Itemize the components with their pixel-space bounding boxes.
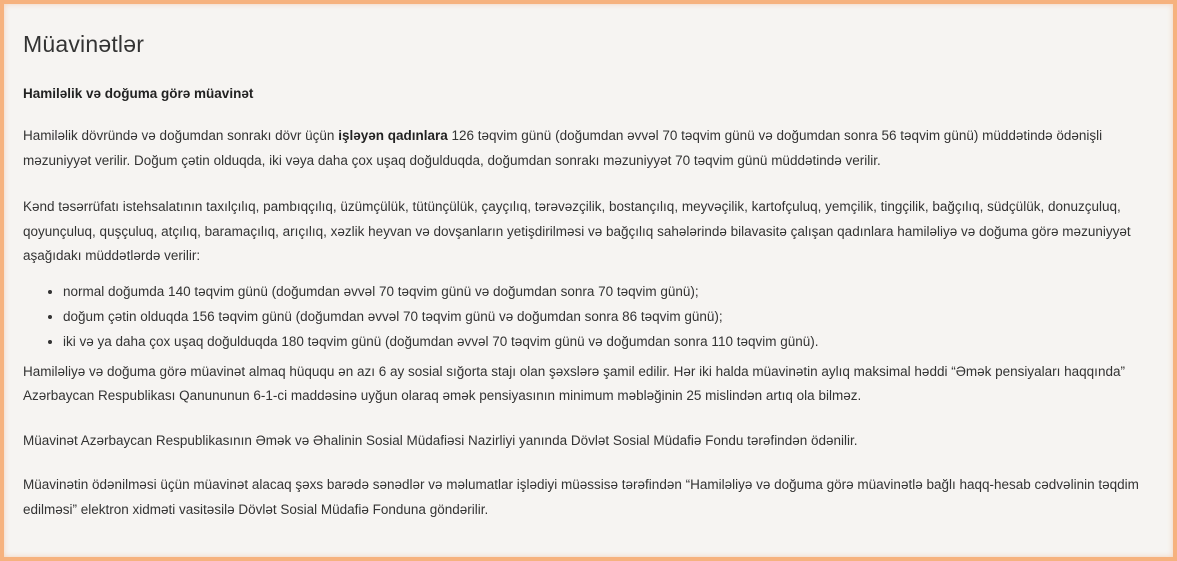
duration-list	[23, 279, 1163, 354]
list-item: • normal doğumda 140 təqvim günü (doğumdan əvvəl 70 təqvim günü və doğumdan sonra 70 təqvim günü);	[63, 279, 1163, 304]
paragraph-1	[23, 124, 1163, 173]
paragraph-2: Kənd təsərrüfatı istehsalatının taxılçılıq, pambıqçılıq, üzümçülük, tütünçülük, çayçılıq, tərəvəzçilik, bostançılıq, meyvəçilik, kartofçuluq, yemçilik, tingçilik, bağçılıq, südçülük, donuzçuluq, qoyunçuluq, quşçuluq, atçılıq, baramaçılıq, arıçılıq, xəzlik heyvan və dovşanların yetişdirilməsi və bağçılıq sahələrində bilavasitə çalışan qadınlara hamiləliyə və doğuma görə məzuniyyət aşağıdakı müddətlərdə verilir:	[23, 199, 1131, 263]
paragraph-1-start: Hamiləlik dövründə və doğumdan sonrakı dövr üçün	[23, 128, 339, 143]
list-item: • doğum çətin olduqda 156 təqvim günü (doğumdan əvvəl 70 təqvim günü və doğumdan sonra 86 təqvim günü);	[63, 304, 1163, 329]
page-title: Müavinətlər	[23, 31, 145, 57]
article	[23, 26, 1163, 522]
list-item: • iki və ya daha çox uşaq doğulduqda 180 təqvim günü (doğumdan əvvəl 70 təqvim günü və doğumdan sonra 110 təqvim günü).	[63, 329, 1163, 354]
paragraph-3: Hamiləliyə və doğuma görə müavinət almaq hüququ ən azı 6 ay sosial sığorta stajı olan şəxslərə şamil edilir. Hər iki halda müavinətin aylıq maksimal həddi “Əmək pensiyaları haqqında” Azərbaycan Respublikası Qanununun 6-1-ci maddəsinə uyğun olaraq əmək pensiyasının minimum məbləğinin 25 mislindən artıq ola bilməz.	[23, 363, 1125, 403]
paragraph-1-bold: işləyən qadınlara	[338, 128, 448, 143]
paragraph-5: Müavinətin ödənilməsi üçün müavinət alacaq şəxs barədə sənədlər və məlumatlar işlədiyi müəssisə tərəfindən “Hamiləliyə və doğuma görə müavinətlə bağlı haqq-hesab cədvəlinin təqdim edilməsi” elektron xidməti vasitəsilə Dövlət Sosial Müdafiə Fonduna göndərilir.	[23, 477, 1139, 517]
paragraph-1-end: 126 təqvim günü (doğumdan əvvəl 70 təqvim günü və doğumdan sonra 56 təqvim günü) müddətində ödənişli məzuniyyət verilir. Doğum çətin olduqda, iki vəya daha çox uşaq doğulduqda, doğumdan sonrakı məzuniyyət 70 təqvim günü müddətində verilir.	[23, 128, 1103, 168]
section-heading: Hamiləlik və doğuma görə müavinət	[23, 86, 254, 101]
paragraph-4: Müavinət Azərbaycan Respublikasının Əmək və Əhalinin Sosial Müdafiəsi Nazirliyi yanında Dövlət Sosial Müdafiə Fondu tərəfindən ödənilir.	[23, 432, 858, 448]
